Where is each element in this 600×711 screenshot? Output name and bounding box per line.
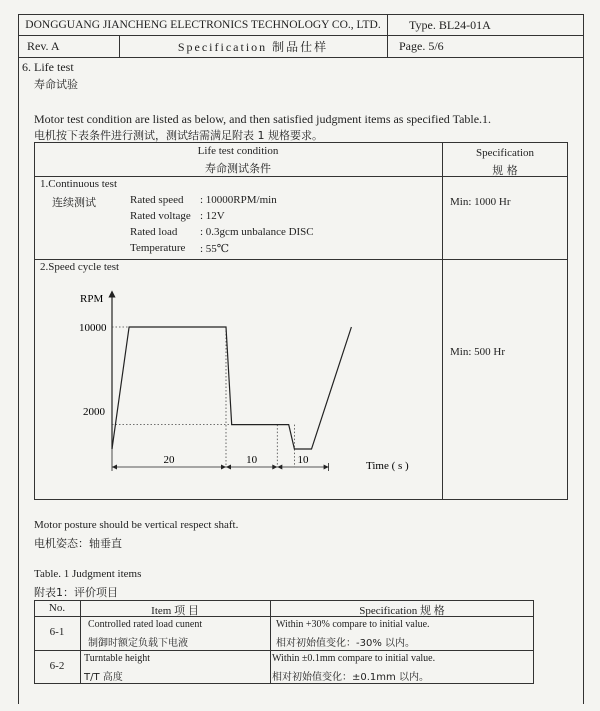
param-value: : 12V <box>200 210 225 222</box>
speed-curve-line <box>112 327 351 449</box>
speed-cycle-title: 2.Speed cycle test <box>40 261 120 273</box>
life-condition-header-cn: 寿命测试条件 <box>205 162 271 175</box>
company-name: DONGGUANG JIANCHENG ELECTRONICS TECHNOLOGY CO., LTD. <box>25 19 381 31</box>
dim-arrow-right <box>324 465 329 470</box>
judgment-title: Table. 1 Judgment items <box>34 568 142 580</box>
col-header-spec: Specification 规 格 <box>359 605 445 617</box>
dim-arrow-left <box>226 465 231 470</box>
row-spec-cn: 相对初始值变化：±0.1mm 以内。 <box>272 672 429 683</box>
section-title-cn: 寿命试验 <box>34 78 78 91</box>
row-no: 6-2 <box>49 660 65 672</box>
row-item-cn: 制御时额定负载下电液 <box>88 638 188 649</box>
spec-header: Specification <box>475 147 535 159</box>
row-item: Turntable height <box>84 653 151 664</box>
dim-arrow-right <box>272 465 277 470</box>
col-header-item: Item 项 目 <box>151 605 199 617</box>
interval-dimensions <box>112 449 329 471</box>
y-axis-label: RPM <box>80 293 104 305</box>
section-title: 6. Life test <box>22 60 74 74</box>
spec-title: Specification 制品仕样 <box>177 40 329 54</box>
continuous-test-title-cn: 连续测试 <box>52 196 96 209</box>
x-axis-label: Time ( s ) <box>366 460 409 472</box>
param-label: Rated speed <box>130 194 184 206</box>
page-number: Page. 5/6 <box>399 39 444 53</box>
doc-type: Type. BL24-01A <box>409 17 491 32</box>
param-value: : 55℃ <box>200 243 230 255</box>
continuous-test-title: 1.Continuous test <box>40 178 118 190</box>
row-spec-cn: 相对初始值变化：-30% 以内。 <box>276 638 416 649</box>
param-label: Temperature <box>130 242 186 254</box>
row-spec: Within ±0.1mm compare to initial value. <box>272 653 436 664</box>
col-header-no: No. <box>48 602 66 614</box>
intro-text-cn: 电机按下表条件进行测试，测试结需满足附表 1 规格要求。 <box>34 129 323 142</box>
dim-arrow-left <box>277 465 282 470</box>
chart-guides <box>112 327 294 467</box>
revision: Rev. A <box>27 39 60 53</box>
dim-arrow-right <box>221 465 226 470</box>
interval-label: 10 <box>246 454 258 466</box>
posture-text-cn: 电机姿态：轴垂直 <box>34 537 122 550</box>
row-item: Controlled rated load cunent <box>88 619 203 630</box>
y-tick-label: 2000 <box>83 406 105 418</box>
interval-label: 10 <box>297 454 309 466</box>
intro-text: Motor test condition are listed as below, and then satisfied judgment items as specified Table.1. <box>34 112 492 126</box>
continuous-spec: Min: 1000 Hr <box>450 196 511 208</box>
row-no: 6-1 <box>49 626 65 638</box>
dim-arrow-left <box>112 465 117 470</box>
param-value: : 0.3gcm unbalance DISC <box>200 226 314 238</box>
life-condition-header: Life test condition <box>197 145 279 157</box>
interval-label: 20 <box>163 454 175 466</box>
param-value: : 10000RPM/min <box>200 194 277 206</box>
y-tick-label: 10000 <box>79 322 107 334</box>
spec-header-cn: 规 格 <box>492 164 518 177</box>
param-label: Rated voltage <box>130 210 191 222</box>
param-label: Rated load <box>130 226 178 238</box>
row-item-cn: T/T 高度 <box>84 672 123 683</box>
judgment-title-cn: 附表1：评价项目 <box>34 586 118 599</box>
posture-text: Motor posture should be vertical respect shaft. <box>34 519 239 531</box>
row-spec: Within +30% compare to initial value. <box>276 619 430 630</box>
speed-cycle-spec: Min: 500 Hr <box>450 346 505 358</box>
